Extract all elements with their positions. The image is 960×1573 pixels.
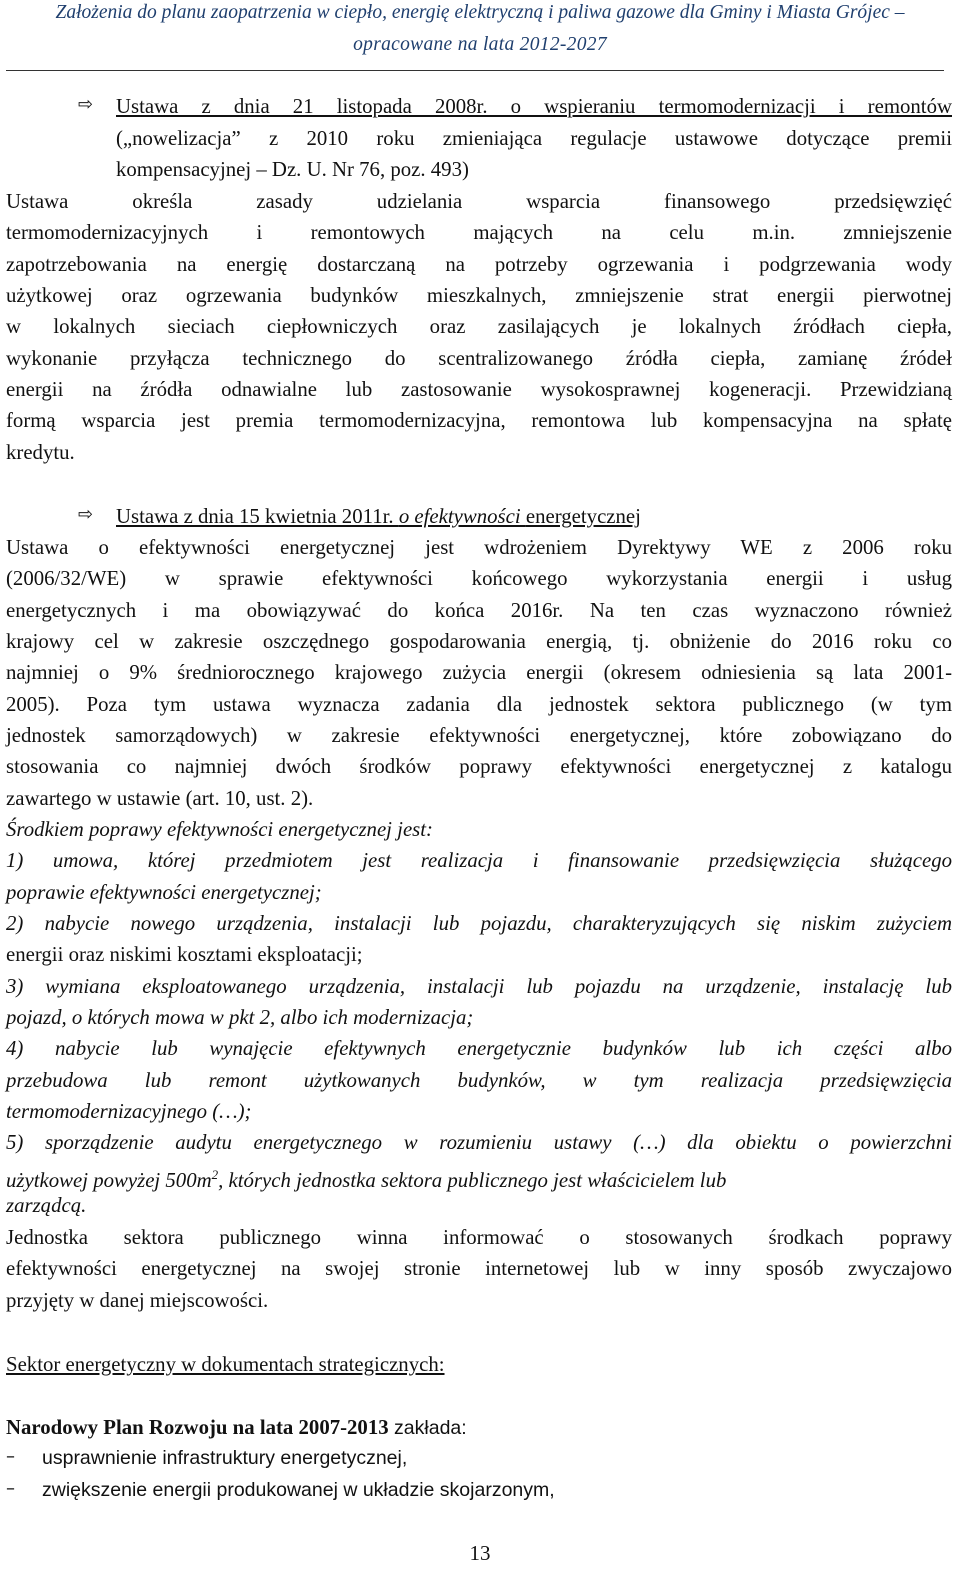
law-2008-title-line3: kompensacyjnej – Dz. U. Nr 76, poz. 493) (116, 158, 469, 181)
means-title: Środkiem poprawy efektywności energetycznej jest: (6, 818, 433, 841)
means-item-5-l2a: użytkowej powyżej 500m (6, 1168, 212, 1192)
strategic-docs-heading: Sektor energetyczny w dokumentach strategicznych: (6, 1353, 445, 1376)
means-item: pojazd, o których mowa w pkt 2, albo ich modernizacja; (6, 1006, 474, 1029)
paragraph-line: formą wsparcia jest premia termomodernizacyjna, remontowa lub kompensacyjna na spłatę (6, 409, 952, 432)
means-item: 2) nabycie nowego urządzenia, instalacji lub pojazdu, charakteryzujących się niskim zużyciem (6, 912, 952, 935)
means-item: 5) sporządzenie audytu energetycznego w rozumieniu ustawy (…) dla obiektu o powierzchni (6, 1131, 952, 1154)
arrow-bullet-icon: ⇨ (78, 504, 94, 525)
law-2011-title-c: energetycznej (525, 505, 641, 528)
means-item: energii oraz niskimi kosztami eksploatacji; (6, 943, 363, 966)
means-item: przebudowa lub remont użytkowanych budynków, w tym realizacja przedsięwzięcia (6, 1069, 952, 1092)
page-number: 13 (469, 1541, 491, 1565)
paragraph-line: energetycznych i ma obowiązywać do końca 2016r. Na ten czas wyznaczono również (6, 599, 952, 622)
law-2008-title: Ustawa z dnia 21 listopada 2008r. o wspieraniu termomodernizacji i remontów (116, 95, 952, 118)
paragraph-line: Ustawa określa zasady udzielania wsparcia finansowego przedsięwzięć (6, 190, 952, 213)
law-2011-title-b: o efektywności (398, 505, 526, 528)
paragraph-line: (2006/32/WE) w sprawie efektywności końcowego wykorzystania energii i usług (6, 567, 952, 590)
plan-tail: zakłada: (388, 1417, 467, 1439)
law-2011-title-a: Ustawa z dnia 15 kwietnia 2011r. (116, 505, 399, 528)
means-item: 1) umowa, której przedmiotem jest realizacja i finansowanie przedsięwzięcia służącego (6, 849, 952, 872)
means-item: termomodernizacyjnego (…); (6, 1100, 252, 1123)
paragraph-line: 2005). Poza tym ustawa wyznacza zadania dla jednostek sektora publicznego (w tym (6, 693, 952, 716)
paragraph-line: zawartego w ustawie (art. 10, ust. 2). (6, 787, 314, 810)
paragraph-line: jednostek samorządowych) w zakresie efektywności energetycznej, które zobowiązano do (6, 724, 952, 747)
superscript: 2 (211, 1167, 219, 1182)
paragraph-line: użytkowej oraz ogrzewania budynków mieszkalnych, zmniejszenie strat energii pierwotnej (6, 284, 952, 307)
paragraph-line: w lokalnych sieciach ciepłowniczych oraz zasilających je lokalnych źródłach ciepła, (6, 315, 952, 338)
means-item: 3) wymiana eksploatowanego urządzenia, instalacji lub pojazdu na urządzenie, instalację lub (6, 975, 952, 998)
paragraph-line: wykonanie przyłącza technicznego do scentralizowanego źródła ciepła, zamianę źródeł (6, 347, 952, 370)
paragraph-line: Jednostka sektora publicznego winna informować o stosowanych środkach poprawy (6, 1226, 952, 1249)
plan-title: Narodowy Plan Rozwoju na lata 2007-2013 (6, 1416, 389, 1439)
means-item-5-l2b: , których jednostka sektora publicznego jest właścicielem lub (218, 1168, 727, 1192)
paragraph-line: stosowania co najmniej dwóch środków poprawy efektywności energetycznej z katalogu (6, 755, 952, 778)
dash-item: usprawnienie infrastruktury energetycznej, (42, 1447, 408, 1469)
paragraph-line: zapotrzebowania na energię dostarczaną na potrzeby ogrzewania i podgrzewania wody (6, 253, 952, 276)
dash-bullet-icon: – (6, 1478, 15, 1499)
dash-item: zwiększenie energii produkowanej w układzie skojarzonym, (42, 1479, 555, 1501)
means-item-5-line3: zarządcą. (6, 1194, 87, 1217)
law-2011-title (116, 501, 952, 532)
arrow-bullet-icon: ⇨ (78, 94, 94, 115)
means-item: poprawie efektywności energetycznej; (6, 881, 322, 904)
means-item: 4) nabycie lub wynajęcie efektywnych energetycznie budynków lub ich części albo (6, 1037, 952, 1060)
paragraph-line: energii na źródła odnawialne lub zastosowanie wysokosprawnej kogeneracji. Przewidzianą (6, 378, 952, 401)
dash-bullet-icon: – (6, 1446, 15, 1467)
paragraph-line: termomodernizacyjnych i remontowych mających na celu m.in. zmniejszenie (6, 221, 952, 244)
paragraph-line: najmniej o 9% średniorocznego krajowego zużycia energii (okresem odniesienia są lata 2001- (6, 661, 952, 684)
law-2008-title-line2: („nowelizacja” z 2010 roku zmieniająca regulacje ustawowe dotyczące premii (116, 127, 952, 150)
running-header-subtitle: opracowane na lata 2012-2027 (353, 34, 607, 55)
plan-line (6, 1412, 952, 1444)
paragraph-line: efektywności energetycznej na swojej stronie internetowej lub w inny sposób zwyczajowo (6, 1257, 952, 1280)
paragraph-line: Ustawa o efektywności energetycznej jest wdrożeniem Dyrektywy WE z 2006 roku (6, 536, 952, 559)
paragraph-line: kredytu. (6, 441, 75, 464)
running-header-title: Założenia do planu zaopatrzenia w ciepło, energię elektryczną i paliwa gazowe dla Gminy i Miasta Grójec – (55, 2, 905, 23)
paragraph-line: krajowy cel w zakresie oszczędnego gospodarowania energią, tj. obniżenie do 2016 roku co (6, 630, 952, 653)
header-rule (6, 70, 944, 71)
paragraph-line: przyjęty w danej miejscowości. (6, 1289, 269, 1312)
